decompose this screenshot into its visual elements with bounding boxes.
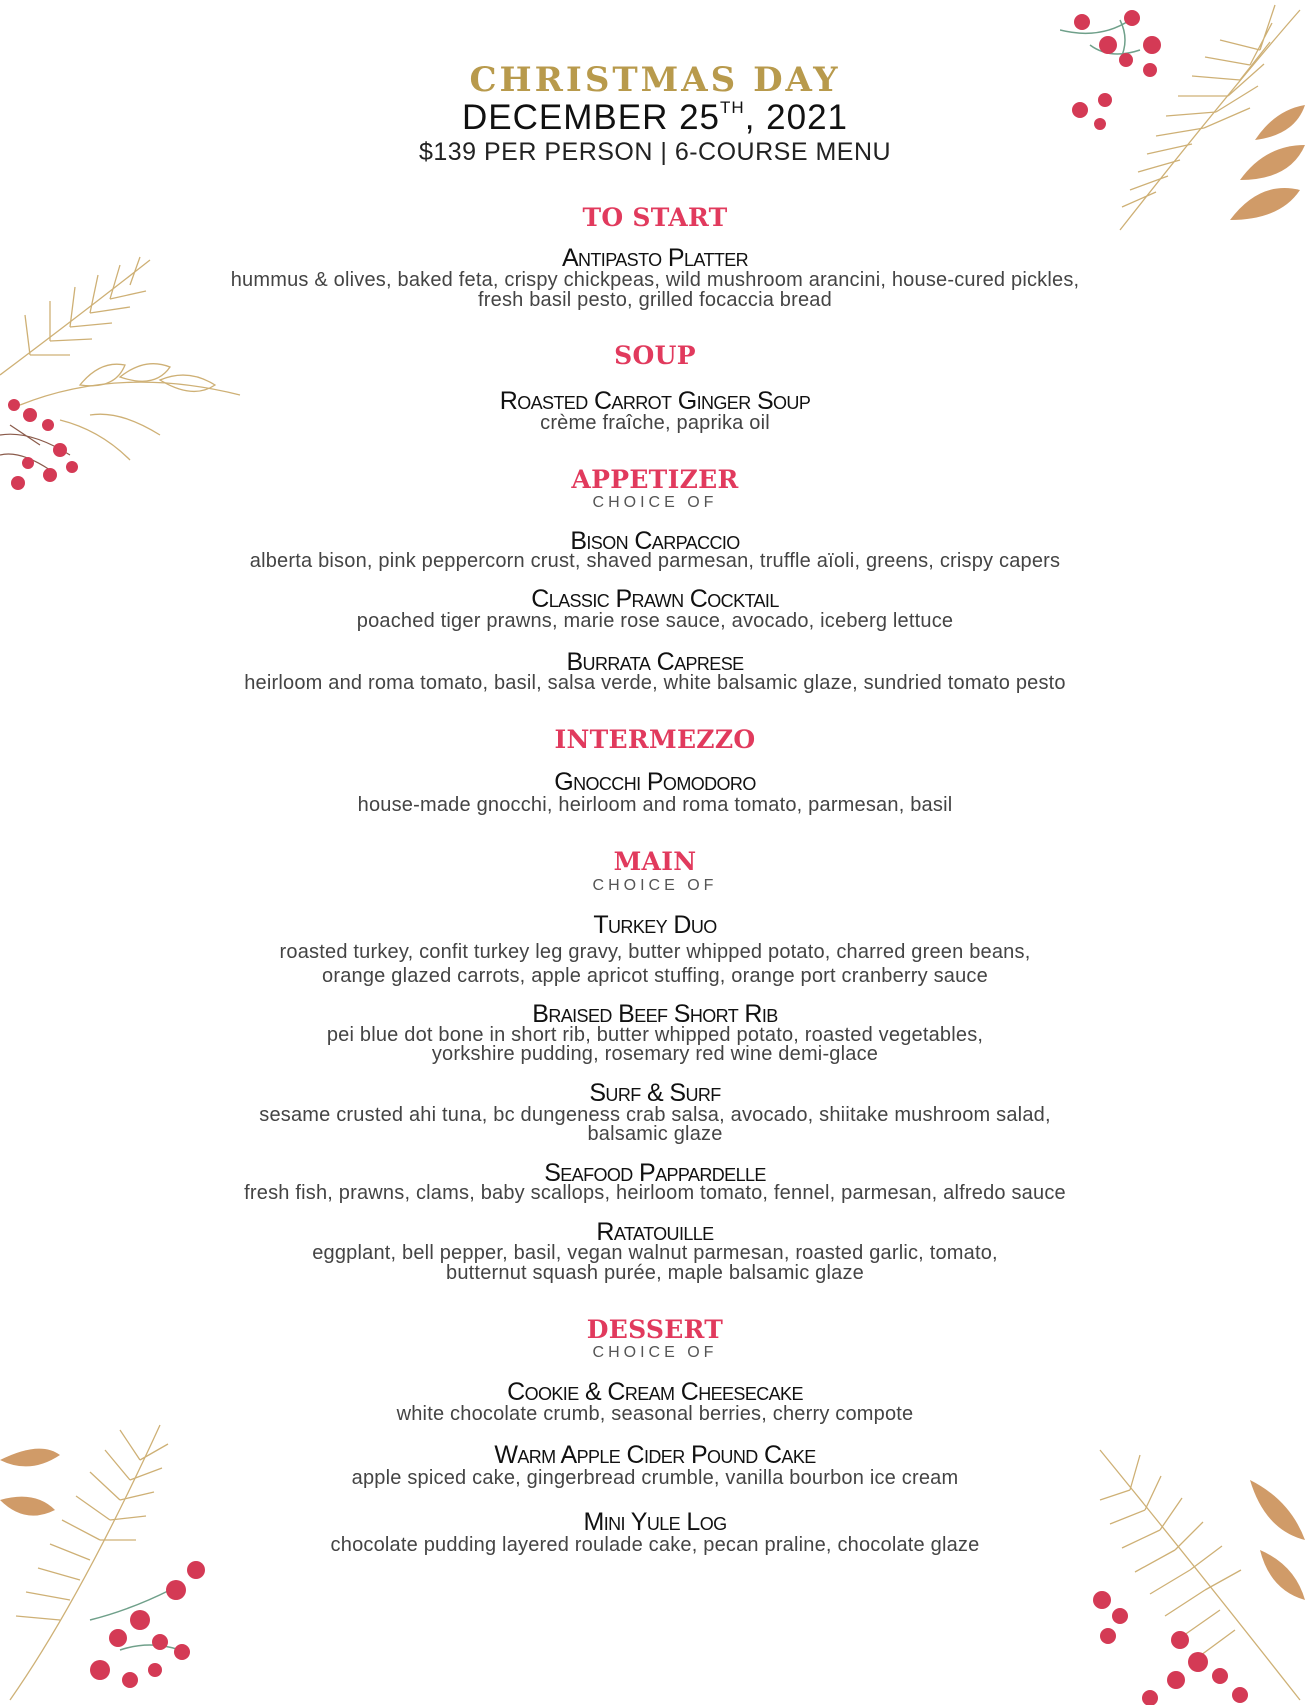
- dish-name: Cookie & Cream Cheesecake: [507, 1378, 803, 1406]
- dish-description: roasted turkey, confit turkey leg gravy, butter whipped potato, charred green beans,: [279, 941, 1031, 963]
- dish-description: white chocolate crumb, seasonal berries, cherry compote: [396, 1403, 914, 1425]
- date-main: DECEMBER 25: [461, 98, 721, 137]
- dish-name: Seafood Pappardelle: [544, 1159, 766, 1187]
- section-title-main: MAIN: [613, 847, 697, 876]
- dish-description: sesame crusted ahi tuna, bc dungeness crab salsa, avocado, shiitake mushroom salad,: [259, 1104, 1051, 1126]
- dish-name: Mini Yule Log: [583, 1508, 727, 1536]
- choice-of-label: CHOICE OF: [592, 877, 718, 894]
- dish-description: chocolate pudding layered roulade cake, pecan praline, chocolate glaze: [330, 1534, 980, 1556]
- section-title-appetizer: APPETIZER: [571, 465, 739, 494]
- date-year: , 2021: [744, 98, 848, 137]
- choice-of-label: CHOICE OF: [592, 1344, 718, 1361]
- dish-description: butternut squash purée, maple balsamic glaze: [446, 1262, 864, 1284]
- dish-description: balsamic glaze: [587, 1123, 723, 1145]
- dish-description: apple spiced cake, gingerbread crumble, vanilla bourbon ice cream: [351, 1467, 959, 1489]
- dish-description: pei blue dot bone in short rib, butter whipped potato, roasted vegetables,: [326, 1024, 984, 1046]
- dish-name: Ratatouille: [596, 1218, 714, 1246]
- section-title-dessert: DESSERT: [586, 1315, 724, 1344]
- dish-name: Surf & Surf: [589, 1079, 721, 1107]
- dish-name: Bison Carpaccio: [570, 527, 740, 555]
- event-date: [0, 98, 1310, 138]
- dish-description: eggplant, bell pepper, basil, vegan walnut parmesan, roasted garlic, tomato,: [312, 1242, 998, 1264]
- dish-description: alberta bison, pink peppercorn crust, shaved parmesan, truffle aïoli, greens, crispy capers: [249, 550, 1061, 572]
- dish-name: Gnocchi Pomodoro: [554, 768, 756, 796]
- dish-description: crème fraîche, paprika oil: [540, 412, 770, 434]
- price-line: $139 PER PERSON | 6-COURSE MENU: [418, 138, 892, 166]
- dish-description: poached tiger prawns, marie rose sauce, avocado, iceberg lettuce: [356, 610, 954, 632]
- dish-name: Warm Apple Cider Pound Cake: [494, 1441, 816, 1469]
- dish-description: yorkshire pudding, rosemary red wine demi-glace: [431, 1043, 879, 1065]
- dish-name: Classic Prawn Cocktail: [531, 585, 779, 613]
- date-suffix: TH: [720, 98, 745, 117]
- dish-name: Roasted Carrot Ginger Soup: [499, 387, 811, 415]
- dish-name: Turkey Duo: [593, 911, 717, 939]
- choice-of-label: CHOICE OF: [592, 494, 718, 511]
- dish-description: fresh fish, prawns, clams, baby scallops, heirloom tomato, fennel, parmesan, alfredo sauce: [244, 1182, 1066, 1204]
- dish-description: heirloom and roma tomato, basil, salsa verde, white balsamic glaze, sundried tomato pesto: [244, 672, 1066, 694]
- dish-description: orange glazed carrots, apple apricot stuffing, orange port cranberry sauce: [322, 965, 988, 987]
- section-title-soup: SOUP: [614, 341, 696, 370]
- dish-description: fresh basil pesto, grilled focaccia bread: [478, 289, 832, 311]
- dish-description: hummus & olives, baked feta, crispy chickpeas, wild mushroom arancini, house-cured pickles,: [230, 269, 1080, 291]
- dish-name: Braised Beef Short Rib: [532, 1000, 778, 1028]
- dish-name: Burrata Caprese: [566, 648, 744, 676]
- dish-name: Antipasto Platter: [561, 244, 749, 272]
- dish-description: house-made gnocchi, heirloom and roma tomato, parmesan, basil: [357, 794, 953, 816]
- event-title: CHRISTMAS DAY: [469, 60, 841, 100]
- section-title-intermezzo: INTERMEZZO: [554, 725, 756, 754]
- section-title-to-start: TO START: [582, 203, 728, 232]
